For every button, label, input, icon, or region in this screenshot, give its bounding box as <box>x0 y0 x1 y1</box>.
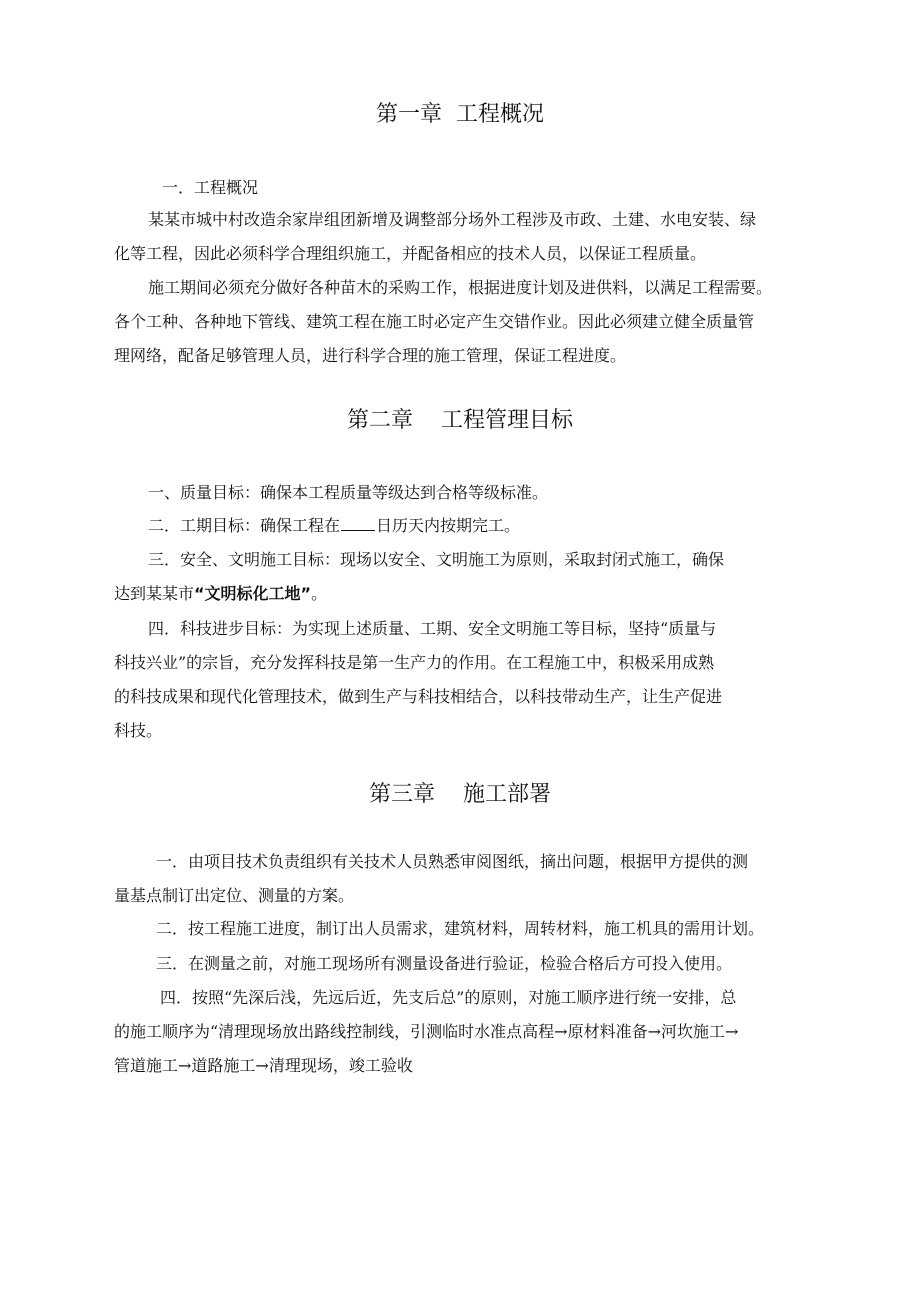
chapter-2-safety-goal <box>114 543 854 611</box>
paragraph-line: 量基点制订出定位、测量的方案。 <box>114 886 355 905</box>
chapter-2-schedule-goal <box>114 509 854 543</box>
paragraph-line: 理网络，配备足够管理人员，进行科学合理的施工管理，保证工程进度。 <box>114 346 627 365</box>
safety-goal-suffix: 。 <box>311 584 328 603</box>
chapter-3-item-4 <box>114 981 854 1083</box>
paragraph-line: 四．科技进步目标：为实现上述质量、工期、安全文明施工等目标，坚持“质量与 <box>148 619 717 638</box>
chapter-3-title: 第三章 施工部署 <box>369 782 551 807</box>
paragraph-line: 一、质量目标：确保本工程质量等级达到合格等级标准。 <box>148 483 549 502</box>
paragraph-line: 二．按工程施工进度，制订出人员需求，建筑材料，周转材料，施工机具的需用计划。 <box>156 919 765 938</box>
paragraph-line <box>114 509 854 543</box>
schedule-goal-text-before: 二．工期目标：确保工程在 <box>148 516 341 535</box>
chapter-3-item-3 <box>114 947 854 981</box>
paragraph-line: 的科技成果和现代化管理技术，做到生产与科技相结合，以科技带动生产，让生产促进 <box>114 687 723 706</box>
schedule-goal-text-after: 日历天内按期完工。 <box>376 516 521 535</box>
chapter-1-section-heading <box>162 171 902 205</box>
safety-goal-prefix: 达到某某市 <box>114 584 195 603</box>
paragraph-line: 管道施工→道路施工→清理现场，竣工验收 <box>114 1056 413 1075</box>
chapter-2-quality-goal <box>114 476 854 510</box>
paragraph-line: 化等工程，因此必须科学合理组织施工，并配备相应的技术人员，以保证工程质量。 <box>114 244 707 263</box>
chapter-1-paragraph-2 <box>114 271 854 373</box>
chapter-1-paragraph-1 <box>114 203 854 271</box>
days-blank-underline <box>341 515 375 531</box>
paragraph-line: 科技兴业”的宗旨，充分发挥科技是第一生产力的作用。在工程施工中，积极采用成熟 <box>114 653 715 672</box>
paragraph-line: 一．由项目技术负责组织有关技术人员熟悉审阅图纸，摘出问题，根据甲方提供的测 <box>156 852 749 871</box>
chapter-2-technology-goal <box>114 612 854 748</box>
paragraph-line: 三．在测量之前，对施工现场所有测量设备进行验证，检验合格后方可投入使用。 <box>156 954 733 973</box>
paragraph-line: 施工期间必须充分做好各种苗木的采购工作，根据进度计划及进供料，以满足工程需要。 <box>148 278 773 297</box>
civilized-site-label: “文明标化工地” <box>194 584 312 603</box>
chapter-3-item-1 <box>114 845 854 913</box>
paragraph-line: 各个工种、各种地下管线、建筑工程在施工时必定产生交错作业。因此必须建立健全质量管 <box>114 312 755 331</box>
paragraph-line: 四．按照“先深后浅，先远后近，先支后总”的原则，对施工顺序进行统一安排，总 <box>160 988 737 1007</box>
paragraph-line: 某某市城中村改造余家岸组团新增及调整部分场外工程涉及市政、土建、水电安装、绿 <box>148 210 757 229</box>
paragraph-line <box>114 577 854 611</box>
paragraph-line: 的施工顺序为“清理现场放出路线控制线，引测临时水准点高程→原材料准备→河坎施工→ <box>114 1022 739 1041</box>
chapter-2-title: 第二章 工程管理目标 <box>347 408 573 433</box>
paragraph-line: 科技。 <box>114 721 163 740</box>
paragraph-line: 三．安全、文明施工目标：现场以安全、文明施工为原则，采取封闭式施工，确保 <box>148 550 725 569</box>
chapter-3-item-2 <box>114 912 854 946</box>
section-heading-text: 一．工程概况 <box>162 178 259 197</box>
chapter-1-title: 第一章 工程概况 <box>376 102 544 127</box>
